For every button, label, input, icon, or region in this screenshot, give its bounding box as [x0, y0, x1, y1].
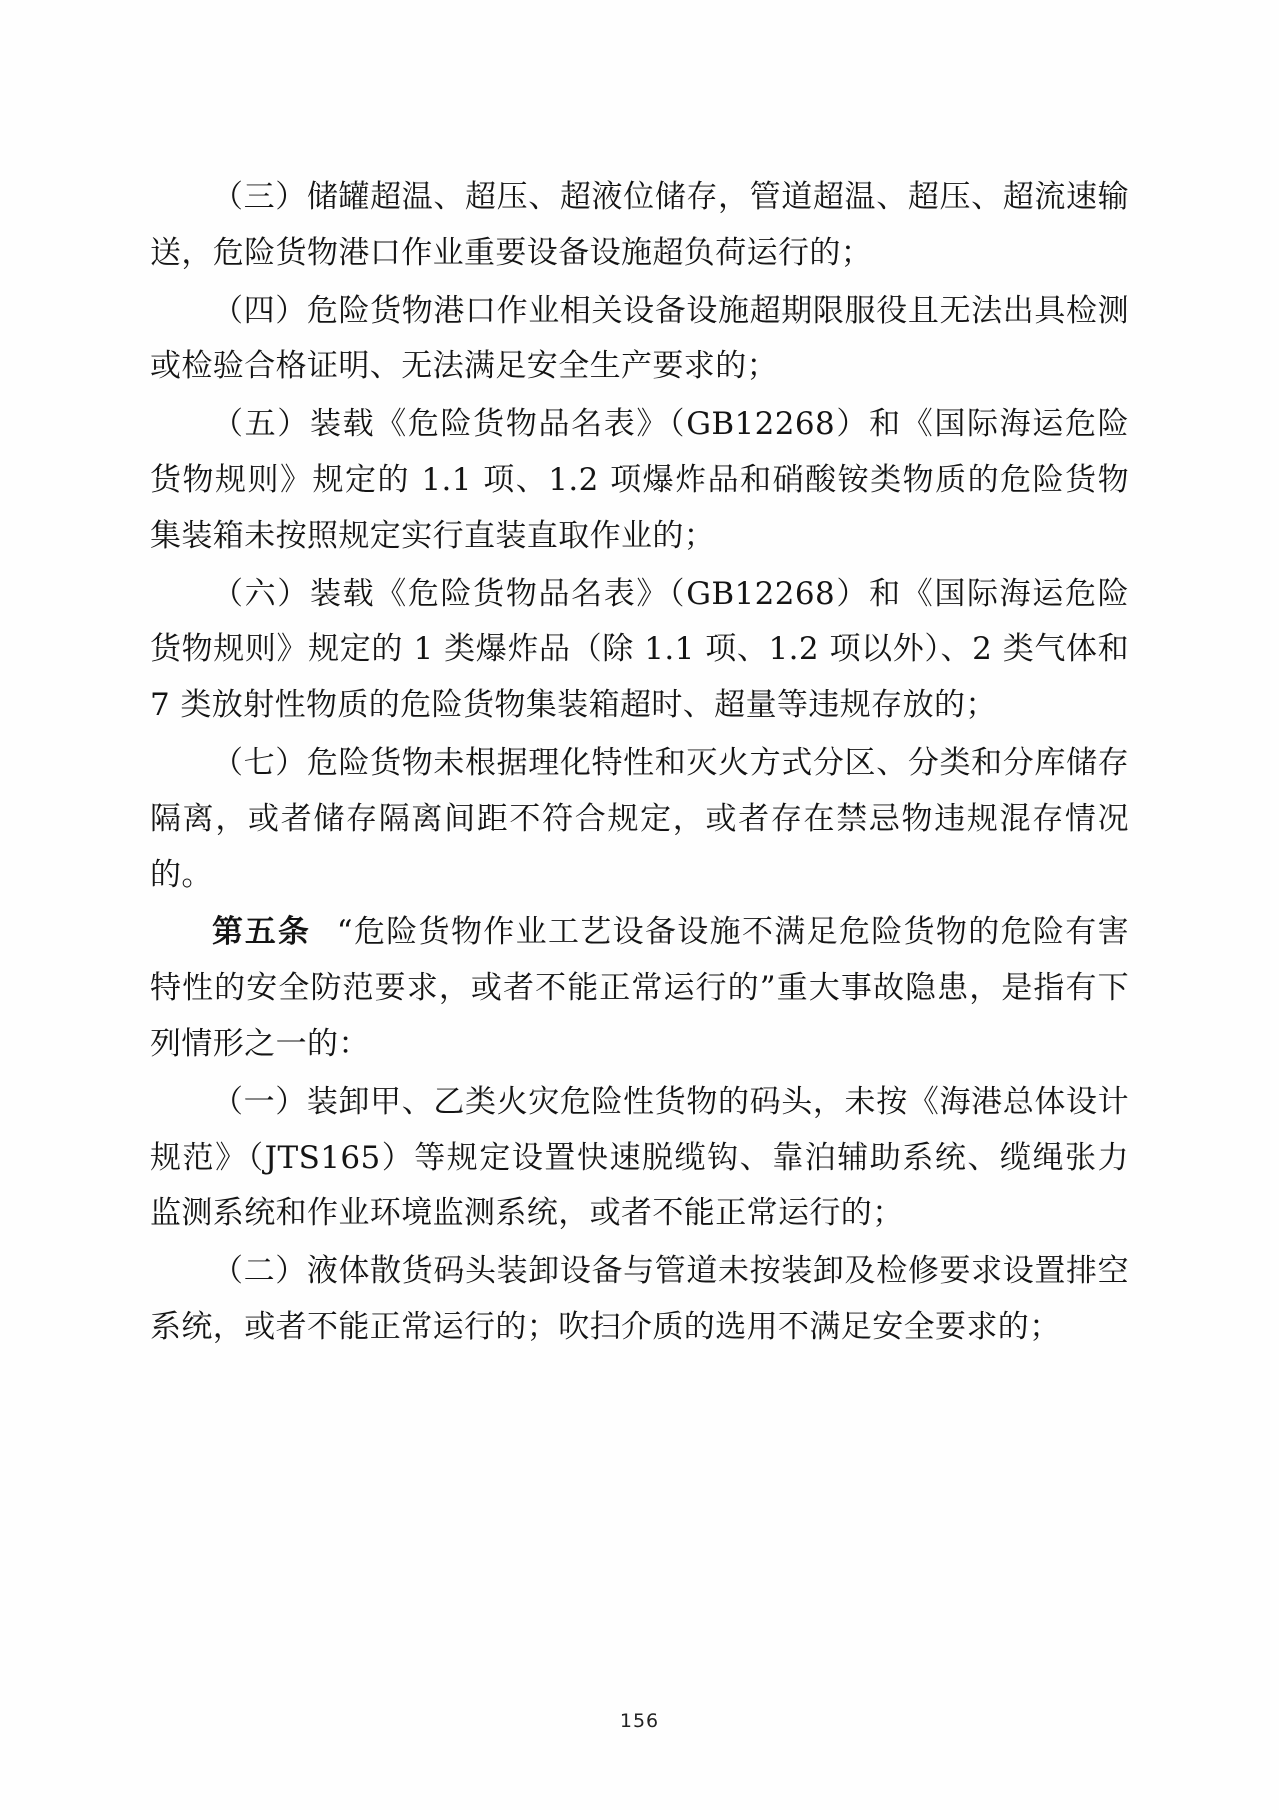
paragraph-article-5 — [150, 905, 1129, 1072]
paragraph-item-4: （四）危险货物港口作业相关设备设施超期限服役且无法出具检测或检验合格证明、无法满足安全生产要求的； — [150, 292, 1129, 385]
paragraph-item-5: （五）装载《危险货物品名表》（GB12268）和《国际海运危险货物规则》规定的 1.1 项、1.2 项爆炸品和硝酸铵类物质的危险货物集装箱未按照规定实行直装直取作业的； — [150, 406, 1129, 554]
article-number-label: 第五条 — [212, 914, 311, 951]
paragraph-item-7: （七）危险货物未根据理化特性和灭火方式分区、分类和分库储存隔离，或者储存隔离间距不符合规定，或者存在禁忌物违规混存情况的。 — [150, 744, 1129, 893]
paragraph-item-3: （三）储罐超温、超压、超液位储存，管道超温、超压、超流速输送，危险货物港口作业重要设备设施超负荷运行的； — [150, 179, 1129, 271]
paragraph-item-6: （六）装载《危险货物品名表》（GB12268）和《国际海运危险货物规则》规定的 1 类爆炸品（除 1.1 项、1.2 项以外）、2 类气体和 7 类放射性物质的危险货物集装箱超时、超量等违规存放的； — [150, 575, 1129, 724]
paragraph-article-5-item-2: （二）液体散货码头装卸设备与管道未按装卸及检修要求设置排空系统，或者不能正常运行的；吹扫介质的选用不满足安全要求的； — [150, 1253, 1129, 1345]
paragraph-article-5-item-1: （一）装卸甲、乙类火灾危险性货物的码头，未按《海港总体设计规范》（JTS165）等规定设置快速脱缆钩、靠泊辅助系统、缆绳张力监测系统和作业环境监测系统，或者不能正常运行的； — [150, 1083, 1129, 1232]
page-number: 156 — [619, 1710, 660, 1732]
document-body — [150, 170, 1129, 1356]
article-5-text: “危险货物作业工艺设备设施不满足危险货物的危险有害特性的安全防范要求，或者不能正常运行的”重大事故隐患，是指有下列情形之一的： — [150, 914, 1129, 1062]
